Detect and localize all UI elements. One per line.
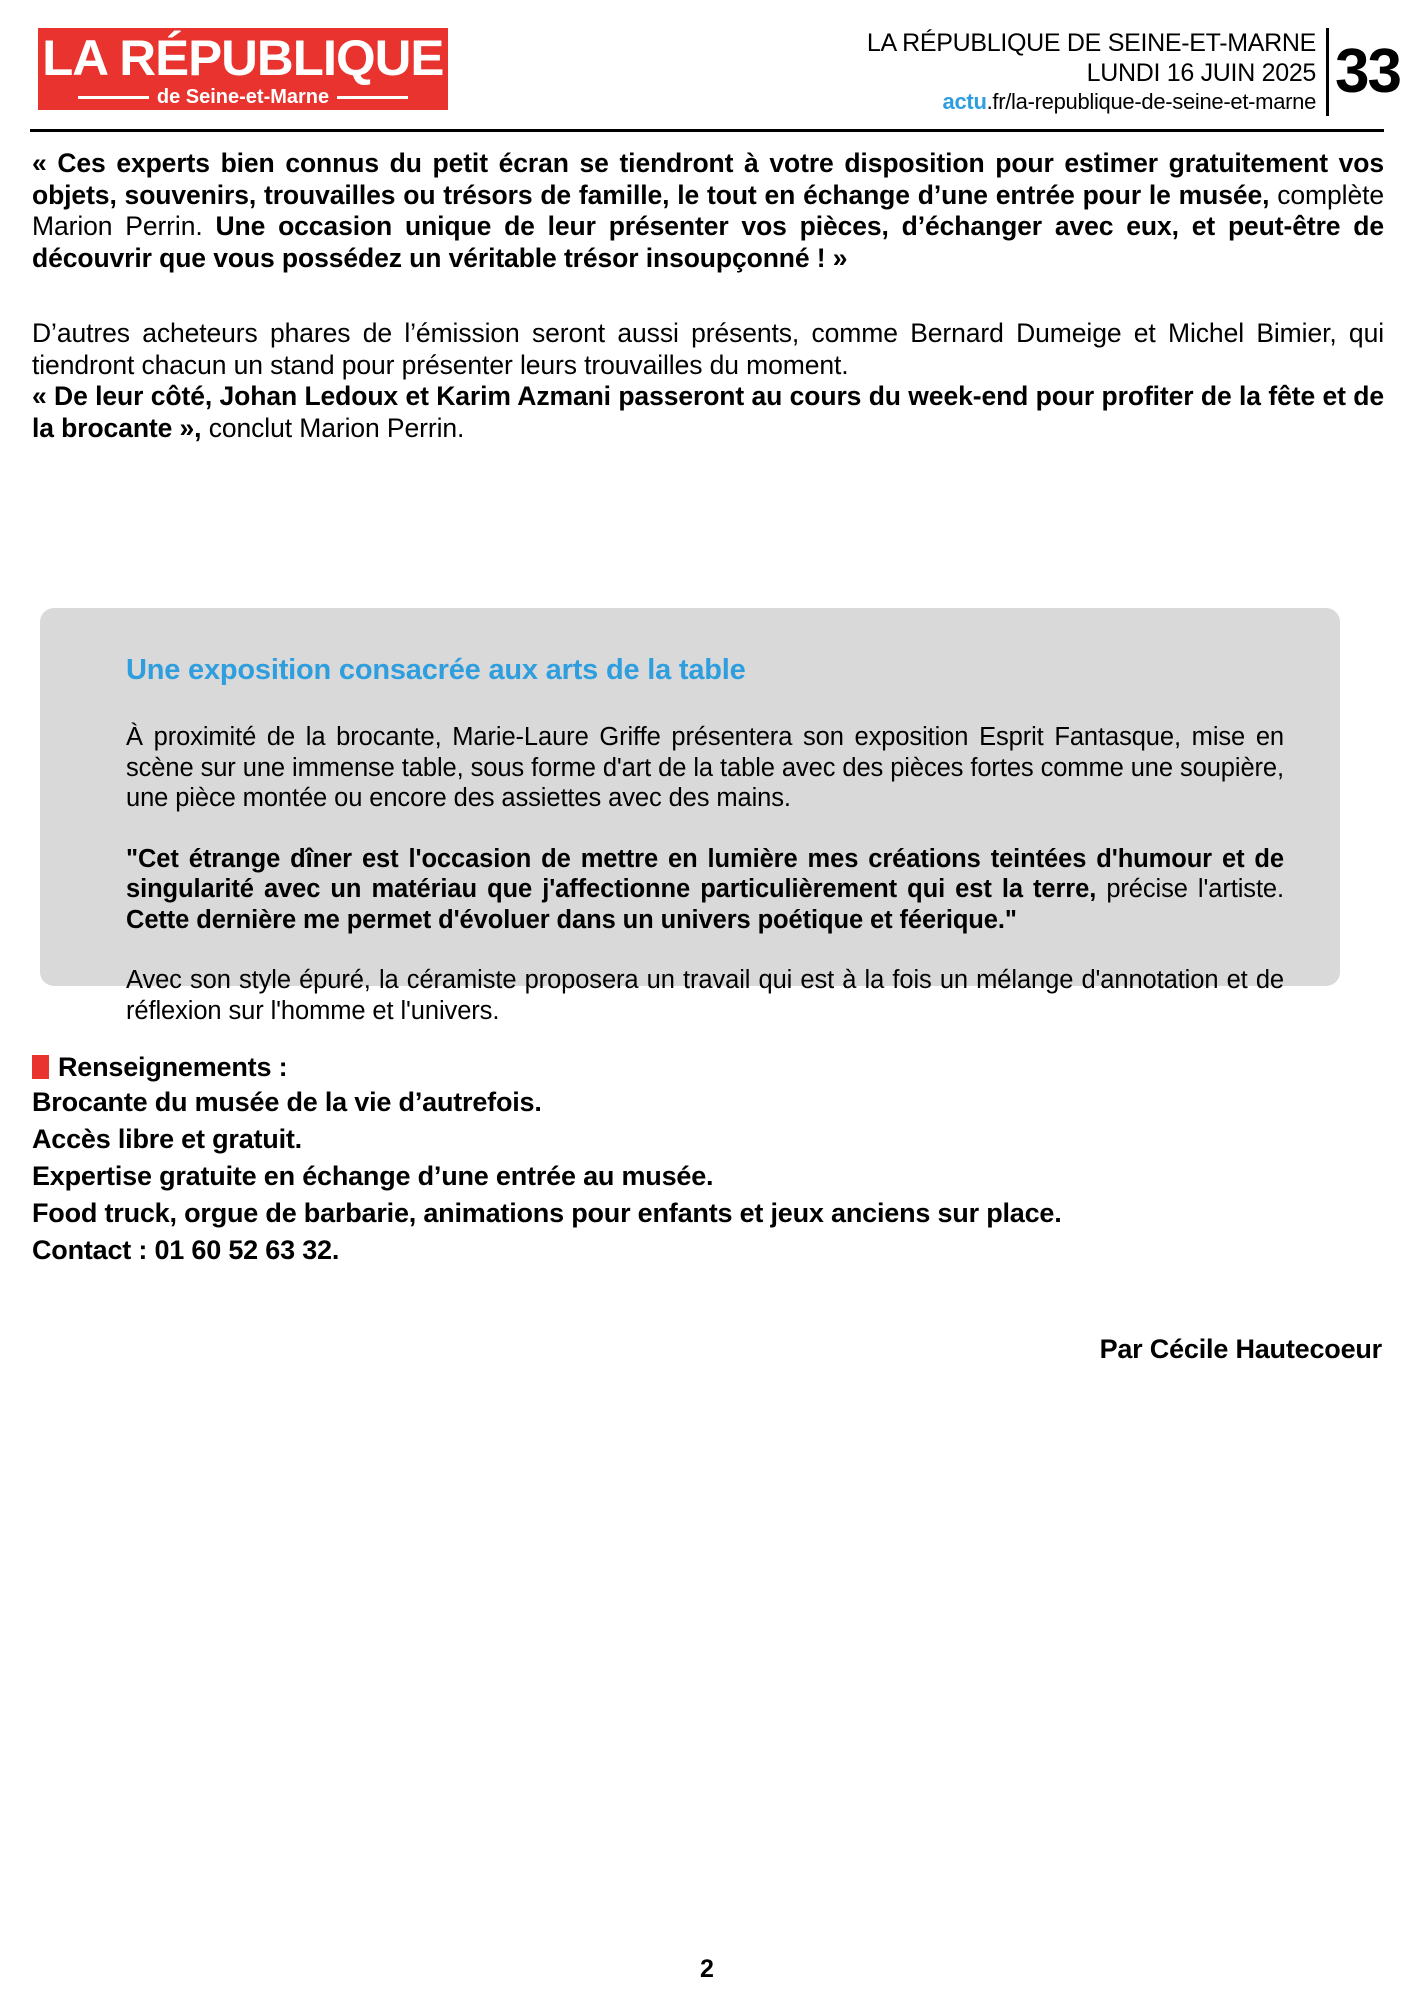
information-heading (32, 1050, 1384, 1084)
sidebox-para2-attribution: précise l'artiste. (1096, 875, 1284, 903)
page-folio: 2 (700, 1955, 714, 1983)
information-line: Brocante du musée de la vie d’autrefois. (32, 1087, 542, 1117)
page-number: 33 (1335, 37, 1400, 106)
article-paragraph-2: D’autres acheteurs phares de l’émission seront aussi présents, comme Bernard Dumeige et Michel Bimier, qui tiendront chacun un stand pour présenter leurs trouvailles du moment. (32, 318, 1384, 380)
actu-brand: actu (942, 89, 987, 114)
para1-bold-open: « Ces experts bien connus du petit écran se tiendront à votre disposition pour estimer gratuitement vos objets, souvenirs, trouvailles ou trésors de famille, le tout en échange d’une entrée pour le musée, (32, 148, 1384, 210)
sidebox-paragraph-3: Avec son style épuré, la céramiste proposera un travail qui est à la fois un mélange d'annotation et de réflexion sur l'homme et l'univers. (126, 966, 1284, 1025)
sidebox-spacer-1 (98, 814, 1282, 844)
website-path: .fr/la-republique-de-seine-et-marne (986, 89, 1317, 114)
sidebox-panel (40, 608, 1340, 1025)
sidebox-para2-bold-open: "Cet étrange dîner est l'occasion de mettre en lumière mes créations teintées d'humour et de singularité avec un matériau que j'affectionne particulièrement qui est la terre, (126, 844, 1284, 903)
para1-attribution: complète Marion Perrin. (32, 179, 1384, 241)
sidebox-paragraph-2 (126, 844, 1284, 936)
para3-attribution: conclut Marion Perrin. (201, 412, 465, 443)
information-line: Expertise gratuite en échange d’une entrée au musée. (32, 1161, 714, 1191)
article-byline: Par Cécile Hautecoeur (1099, 1334, 1382, 1364)
sidebox-para2-bold-close: Cette dernière me permet d'évoluer dans un univers poétique et féerique." (126, 905, 1017, 934)
information-line: Contact : 01 60 52 63 32. (32, 1235, 340, 1265)
information-heading-label: Renseignements : (58, 1052, 288, 1082)
information-block (32, 1050, 1384, 1269)
masthead-info (867, 28, 1400, 116)
publication-logo (38, 28, 448, 110)
para1-bold-close: Une occasion unique de leur présenter vos pièces, d’échanger avec eux, et peut-être de découvrir que vous possédez un véritable trésor insoupçonné ! » (32, 211, 1385, 273)
sidebox-paragraph-1: À proximité de la brocante, Marie-Laure Griffe présentera son exposition Esprit Fantasque, mise en scène sur une immense table, sous forme d'art de la table avec des pièces fortes comme une soupière, une pièce montée ou encore des assiettes avec des mains. (126, 723, 1284, 812)
sidebox-title: Une exposition consacrée aux arts de la table (126, 654, 746, 686)
logo-subtitle: de Seine-et-Marne (156, 86, 330, 108)
logo-rule-left (78, 96, 149, 99)
article-paragraph-1 (32, 148, 1384, 274)
article-paragraph-3 (32, 381, 1384, 444)
information-line: Food truck, orgue de barbarie, animations pour enfants et jeux anciens sur place. (32, 1198, 1062, 1228)
logo-subtitle-row (78, 86, 408, 108)
sidebox-spacer-2 (98, 935, 1282, 965)
masthead-text-lines (867, 28, 1329, 116)
masthead-divider (30, 129, 1384, 132)
publication-name: LA RÉPUBLIQUE DE SEINE-ET-MARNE (866, 29, 1317, 57)
logo-title: LA RÉPUBLIQUE (42, 30, 444, 86)
paragraph-spacer-1 (32, 274, 1384, 318)
masthead (0, 0, 1414, 120)
para3-bold-open: « De leur côté, Johan Ledoux et Karim Azmani passeront au cours du week-end pour profiter de la fête et de la brocante », (32, 381, 1384, 443)
article-body (32, 148, 1384, 444)
publication-website (867, 88, 1316, 116)
publication-date: LUNDI 16 JUIN 2025 (1086, 59, 1317, 87)
logo-rule-right (337, 96, 408, 99)
bullet-square-icon (32, 1055, 49, 1079)
information-line: Accès libre et gratuit. (32, 1124, 302, 1154)
